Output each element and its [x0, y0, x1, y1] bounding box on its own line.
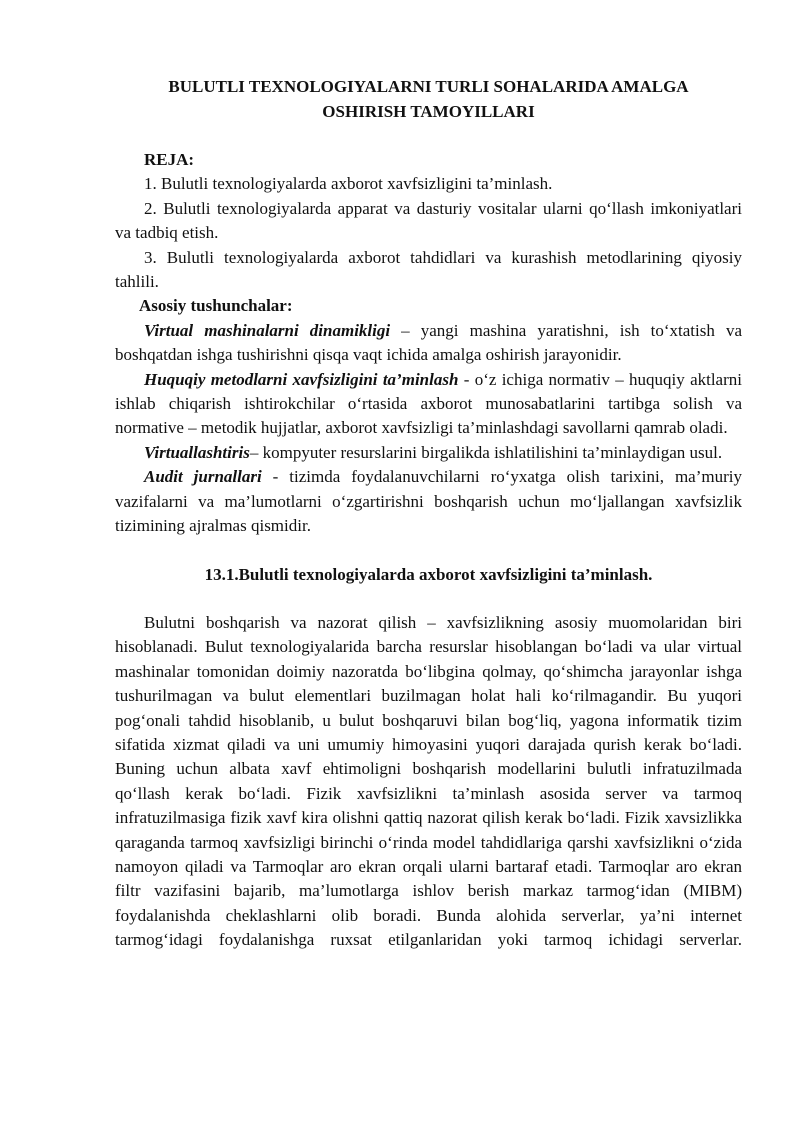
concept-term: Audit jurnallari	[144, 467, 262, 487]
concept-item	[115, 465, 742, 538]
concept-term: Virtual mashinalarni dinamikligi	[144, 320, 391, 340]
plan-item-3: 3. Bulutli texnologiyalarda axborot tahdidlari va kurashish metodlarining qiyosiy tahlili.	[115, 247, 742, 292]
plan-item-2: 2. Bulutli texnologiyalarda apparat va dasturiy vositalar ularni qo‘llash imkoniyatlari va tadbiq etish.	[115, 198, 742, 243]
concept-definition: - tizimda foydalanuvchilarni ro‘yxatga olish tarixini, ma’muriy vazifalarni va ma’lumotlarni o‘zgartirishni boshqarish uchun mo‘ljallangan xavfsizlik tizimining ajralmas qismidir.	[115, 467, 742, 536]
document-page	[115, 74, 742, 953]
concepts-heading: Asosiy tushunchalar:	[139, 296, 293, 316]
section-title: 13.1.Bulutli texnologiyalarda axborot xavfsizligini ta’minlash.	[204, 564, 653, 584]
concept-term: Huquqiy metodlarni xavfsizligini ta’minlash	[144, 369, 459, 389]
title-line-2: OSHIRISH TAMOYILLARI	[322, 102, 535, 121]
plan-item-1: 1. Bulutli texnologiyalarda axborot xavfsizligini ta’minlash.	[144, 174, 553, 194]
concept-term: Virtuallashtiris	[144, 442, 250, 462]
concept-definition: - o‘z ichiga normativ – huquqiy aktlarni ishlab chiqarish ishtirokchilar o‘rtasida axborot munosabatlarini tartibga solish va normative – metodik hujjatlar, axborot xavfsizligi ta’minlashdagi savollarni qamrab oladi.	[115, 369, 742, 438]
document-title	[115, 74, 742, 124]
plan-heading: REJA:	[144, 150, 195, 169]
concept-definition: – yangi mashina yaratishni, ish to‘xtatish va boshqatdan ishga tushirishni qisqa vaqt ichida amalga oshirish jarayonidir.	[115, 320, 742, 365]
concept-definition: – kompyuter resurslarini birgalikda ishlatilishini ta’minlaydigan usul.	[249, 442, 723, 462]
section-body: Bulutni boshqarish va nazorat qilish – xavfsizlikning asosiy muomolaridan biri hisoblanadi. Bulut texnologiyalarida barcha resurslar hisoblangan bo‘ladi va ular virtual mashinalar tomonidan doimiy nazoratda bo‘libgina qolmay, qo‘shimcha jarayonlar ishga tushurilmagan va bulut elementlari buzilmagan holat hali ko‘rilmagandir. Bu yuqori pog‘onali tahdid hisoblanib, u bulut boshqaruvi bilan bog‘liq, yagona informatik tizim sifatida xizmat qiladi va uni umumiy himoyasini yuqori darajada qurish kerak bo‘ladi. Buning uchun albata xavf ehtimoligni boshqarish modellarini bulutli infratuzilmada qo‘llash kerak bo‘ladi. Fizik xavfsizlikni ta’minlash asosida server va tarmoq infratuzilmasiga fizik xavf kira olishni qattiq nazorat qilish kerak bo‘ladi. Fizik xavsizlikka qaraganda tarmoq xavfsizligi birinchi o‘rinda model tahdidlariga qarshi xavfsizlikni o‘zida namoyon qiladi va Tarmoqlar aro ekran orqali ularni bartaraf etadi. Tarmoqlar aro ekran filtr vazifasini bajarib, ma’lumotlarga ishlov berish markaz tarmog‘idan (MIBM) foydalanishda cheklashlarni olib boradi. Bunda alohida serverlar, ya’ni internet tarmog‘idagi foydalanishga ruxsat etilganlaridan yoki tarmoq ichidagi serverlar.	[115, 612, 742, 950]
concept-item	[115, 441, 742, 465]
concept-item	[115, 368, 742, 441]
title-line-1: BULUTLI TEXNOLOGIYALARNI TURLI SOHALARIDA AMALGA	[168, 77, 689, 96]
concept-item	[115, 319, 742, 368]
